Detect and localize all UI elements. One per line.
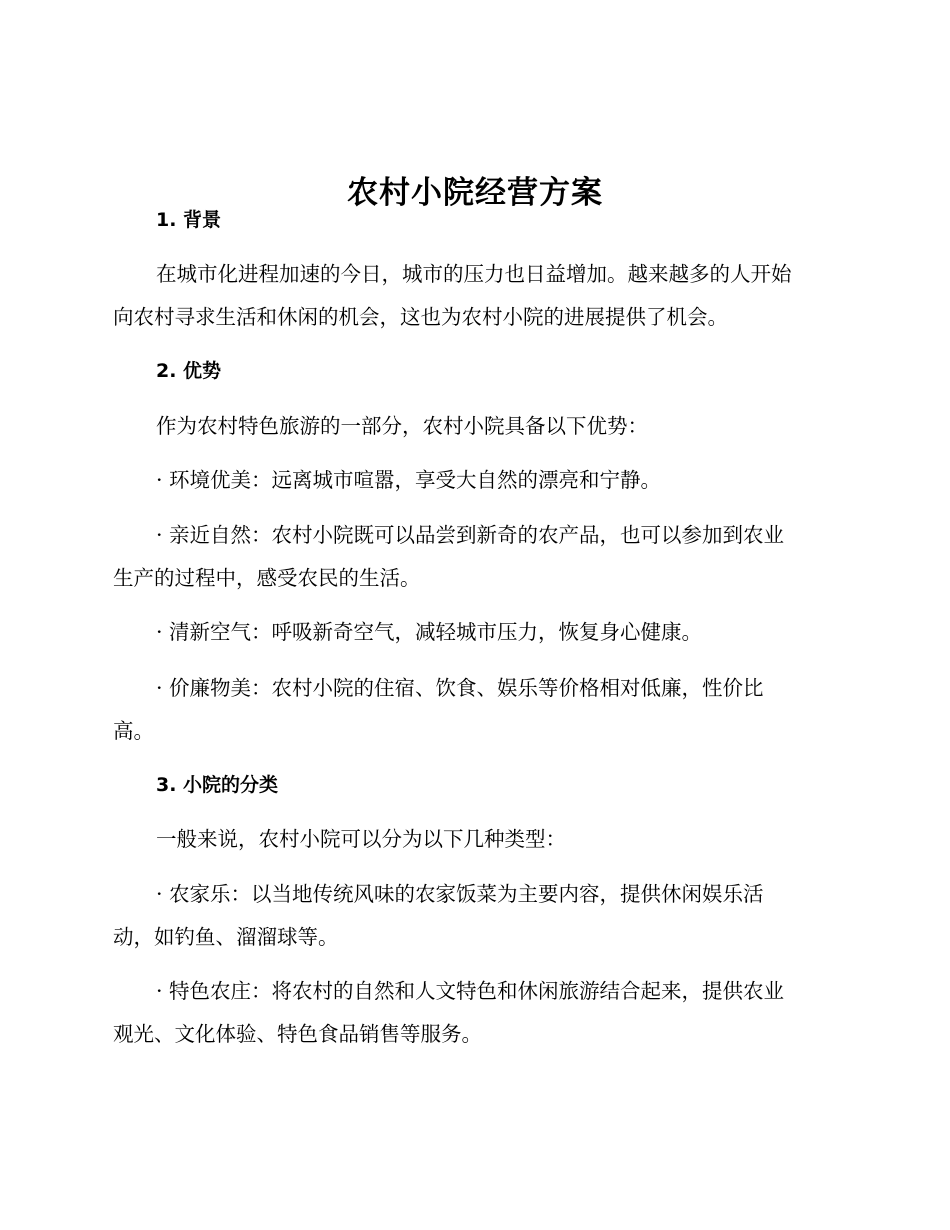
paragraph-line: 作为农村特色旅游的一部分，农村小院具备以下优势： [156, 414, 648, 438]
paragraph-line: 动，如钓鱼、溜溜球等。 [113, 925, 339, 949]
paragraph-line: 在城市化进程加速的今日，城市的压力也日益增加。越来越多的人开始 [156, 262, 792, 286]
section-heading-categories: 3. 小院的分类 [156, 774, 279, 796]
paragraph-line: · 农家乐：以当地传统风味的农家饭菜为主要内容，提供休闲娱乐活 [156, 882, 764, 906]
section-heading-background: 1. 背景 [156, 209, 222, 231]
paragraph-background [113, 253, 833, 339]
paragraph-line: 高。 [113, 719, 154, 743]
paragraph-line: 一般来说，农村小院可以分为以下几种类型： [156, 827, 566, 851]
paragraph-advantages-intro [113, 405, 833, 448]
paragraph-line: · 清新空气：呼吸新奇空气，减轻城市压力，恢复身心健康。 [156, 620, 703, 644]
document-title: 农村小院经营方案 [347, 174, 603, 211]
paragraph-line: · 特色农庄：将农村的自然和人文特色和休闲旅游结合起来，提供农业 [156, 979, 785, 1003]
list-item-nature [113, 514, 833, 600]
paragraph-line: · 环境优美：远离城市喧嚣，享受大自然的漂亮和宁静。 [156, 468, 662, 492]
list-item-farm-stay [113, 873, 833, 959]
section-heading-advantages: 2. 优势 [156, 360, 222, 382]
list-item-affordable [113, 667, 833, 753]
list-item-fresh-air [113, 611, 833, 654]
paragraph-line: 观光、文化体验、特色食品销售等服务。 [113, 1022, 482, 1046]
paragraph-line: 向农村寻求生活和休闲的机会，这也为农村小院的进展提供了机会。 [113, 305, 728, 329]
paragraph-line: 生产的过程中，感受农民的生活。 [113, 566, 421, 590]
paragraph-line: · 亲近自然：农村小院既可以品尝到新奇的农产品，也可以参加到农业 [156, 523, 785, 547]
paragraph-categories-intro [113, 818, 833, 861]
list-item-featured-farm [113, 970, 833, 1056]
paragraph-line: · 价廉物美：农村小院的住宿、饮食、娱乐等价格相对低廉，性价比 [156, 676, 764, 700]
list-item-environment [113, 459, 833, 502]
